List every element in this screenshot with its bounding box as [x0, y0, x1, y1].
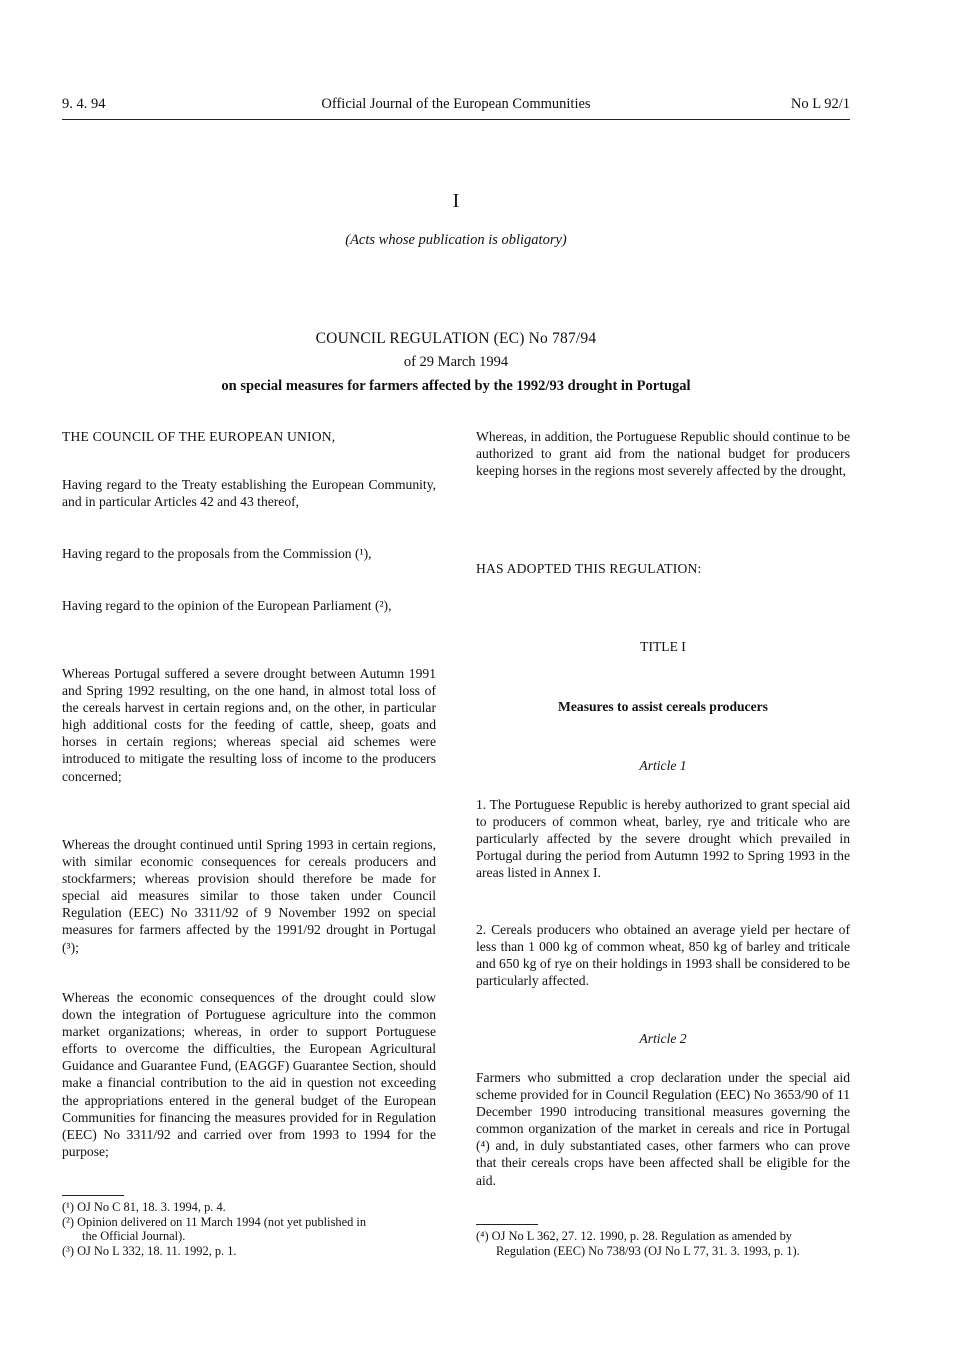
- footnote-3: (³) OJ No L 332, 18. 11. 1992, p. 1.: [62, 1243, 237, 1258]
- whereas-horses: Whereas, in addition, the Portuguese Republic should continue to be authorized to grant aid from the national budget for producers keeping horses in the regions most severely affected by the drought,: [476, 429, 850, 479]
- article-2-paragraph: Farmers who submitted a crop declaration under the special aid scheme provided for in Council Regulation (EEC) No 3653/90 of 11 December 1990 introducing transitional measures governing the common organization of the market in cereals and rice in Portugal (⁴) and, in duly substantiated cases, other farmers who can prove that their cereals crops have been affected shall be eligible for the aid.: [476, 1070, 850, 1188]
- right-footnote-rule: [476, 1224, 538, 1225]
- article-1-paragraph-2: 2. Cereals producers who obtained an average yield per hectare of less than 1 000 kg of common wheat, 850 kg of barley and triticale and 650 kg of rye on their holdings in 1993 shall be considered to be particularly affected.: [476, 922, 850, 989]
- left-footnote-rule: [62, 1195, 124, 1196]
- whereas-economic-consequences: Whereas the economic consequences of the drought could slow down the integration of Portuguese agriculture into the common market organizations; whereas, in order to support Portuguese efforts to overcome the difficulties, the European Agricultural Guidance and Guarantee Fund, (EAGGF) Guarantee Section, should make a financial contribution to the aid in question not exceeding the appropriations entered in the general budget of the European Communities for financing the measures provided for in Regulation (EEC) No 3311/92 and carried over from 1993 to 1994 for the purpose;: [62, 990, 436, 1159]
- footnote-1: (¹) OJ No C 81, 18. 3. 1994, p. 4.: [62, 1200, 226, 1214]
- article-2-heading: Article 2: [639, 1031, 687, 1046]
- right-footnotes: [476, 1229, 850, 1258]
- footnote-4: (⁴) OJ No L 362, 27. 12. 1990, p. 28. Regulation as amended by: [476, 1229, 792, 1243]
- recital-treaty: Having regard to the Treaty establishing the European Community, and in particular Articles 42 and 43 thereof,: [62, 477, 436, 510]
- regulation-subject: on special measures for farmers affected by the 1992/93 drought in Portugal: [221, 378, 691, 394]
- header-journal-title: Official Journal of the European Communities: [321, 96, 591, 112]
- article-1-paragraph-1: 1. The Portuguese Republic is hereby authorized to grant special aid to producers of common wheat, barley, rye and triticale who are particularly affected by the severe drought which prevailed in Portugal during the period from Autumn 1992 to Spring 1993 in the areas listed in Annex I.: [476, 797, 850, 881]
- page-header: [62, 96, 850, 116]
- section-note: (Acts whose publication is obligatory): [345, 232, 567, 248]
- adopted-statement: HAS ADOPTED THIS REGULATION:: [476, 561, 702, 576]
- footnote-2: (²) Opinion delivered on 11 March 1994 (not yet published in: [62, 1214, 367, 1229]
- recital-opinion: Having regard to the opinion of the European Parliament (²),: [62, 598, 392, 613]
- left-footnotes: [62, 1200, 436, 1258]
- recital-proposals: Having regard to the proposals from the Commission (¹),: [62, 546, 372, 561]
- article-1-heading: Article 1: [639, 758, 687, 773]
- footnote-2-continuation: the Official Journal).: [82, 1229, 186, 1243]
- title-heading: Measures to assist cereals producers: [558, 699, 768, 714]
- regulation-date: of 29 March 1994: [403, 354, 509, 370]
- header-page-reference: No L 92/1: [790, 96, 850, 112]
- footnote-4-continuation: Regulation (EEC) No 738/93 (OJ No L 77, 31. 3. 1993, p. 1).: [496, 1243, 800, 1258]
- section-roman-numeral: I: [452, 190, 460, 212]
- regulation-title: COUNCIL REGULATION (EC) No 787/94: [315, 330, 597, 347]
- title-label: TITLE I: [640, 639, 686, 654]
- header-date: 9. 4. 94: [62, 96, 106, 112]
- whereas-drought-1993: Whereas the drought continued until Spring 1993 in certain regions, with similar economic consequences for cereals producers and stockfarmers; whereas provision should therefore be made for special aid measures similar to those taken under Council Regulation (EEC) No 3311/92 of 9 November 1992 on special measures for farmers affected by the 1991/92 drought in Portugal (³);: [62, 837, 436, 955]
- council-heading: THE COUNCIL OF THE EUROPEAN UNION,: [62, 429, 336, 444]
- header-rule: [62, 119, 850, 120]
- whereas-drought-1991: Whereas Portugal suffered a severe drought between Autumn 1991 and Spring 1992 resulting, on the one hand, in almost total loss of the cereals harvest in certain regions and, on the other, in particular high additional costs for the feeding of cattle, sheep, goats and horses in certain regions; whereas special aid schemes were introduced to mitigate the resulting loss of income to the producers concerned;: [62, 666, 436, 784]
